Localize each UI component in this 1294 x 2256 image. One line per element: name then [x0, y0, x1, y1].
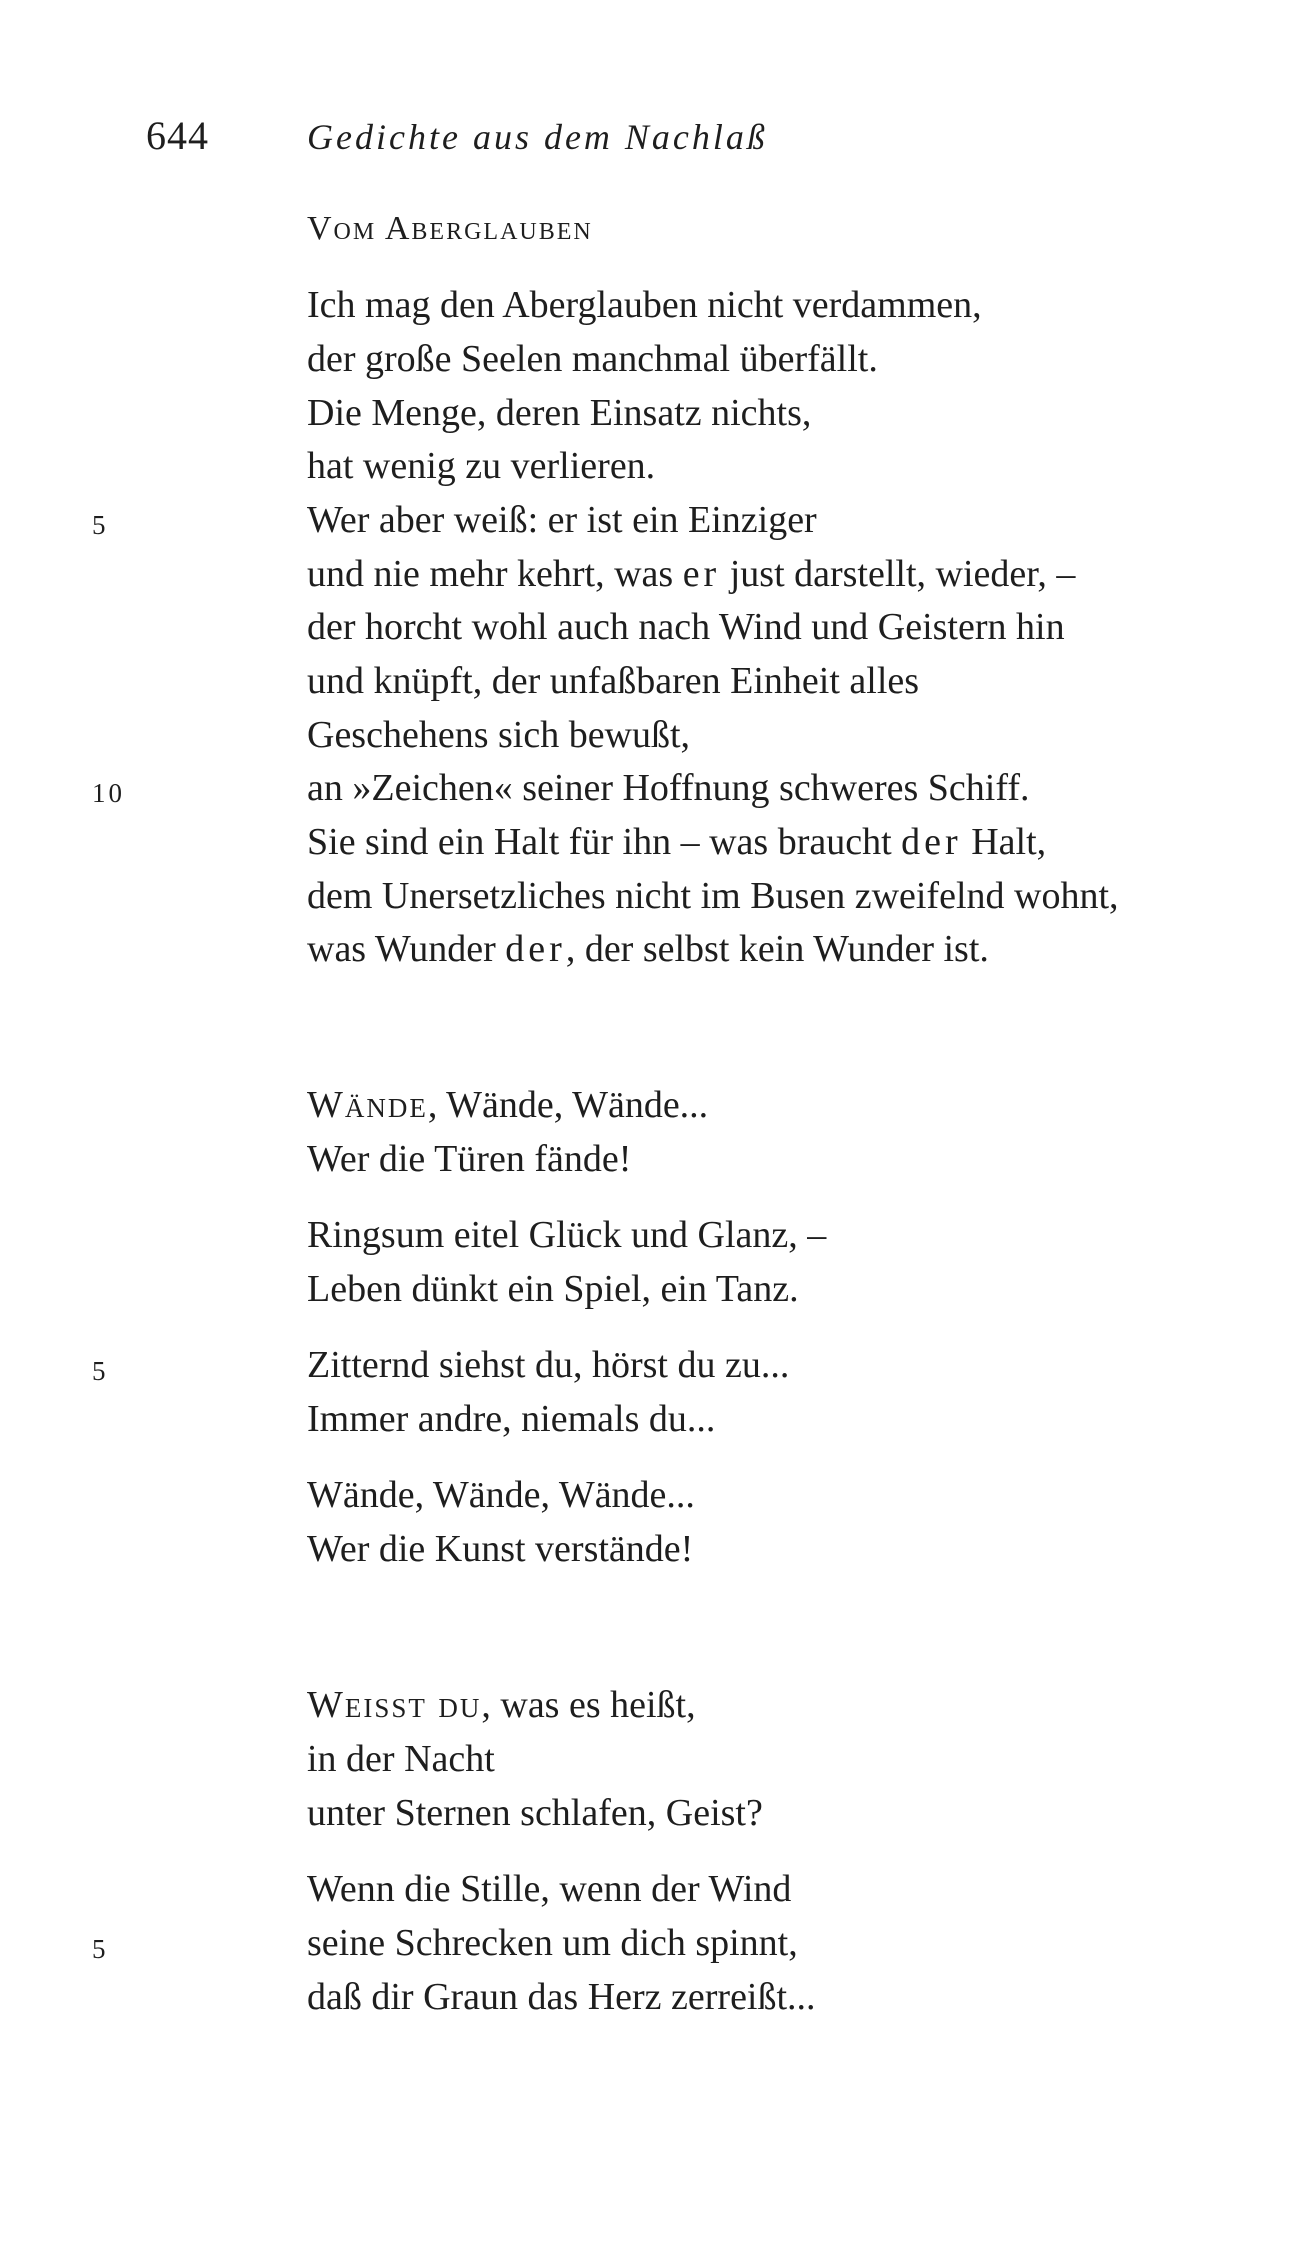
line-segment: just darstellt, wieder, – — [720, 553, 1076, 595]
poem-line: Leben dünkt ein Spiel, ein Tanz. — [307, 1268, 799, 1310]
line-number: 5 — [92, 1934, 109, 1964]
poem-line: Ich mag den Aberglauben nicht verdammen, — [307, 284, 982, 326]
poem-line: Zitternd siehst du, hörst du zu... — [307, 1344, 790, 1386]
poem-line: Wer aber weiß: er ist ein Einziger — [307, 499, 817, 541]
line-segment: , Wände, Wände... — [427, 1084, 709, 1126]
poem-line: Geschehens sich bewußt, — [307, 714, 691, 756]
poem-line: dem Unersetzliches nicht im Busen zweifelnd wohnt, — [307, 875, 1119, 917]
line-segment: und nie mehr kehrt, was — [307, 553, 683, 595]
poem-line — [307, 1686, 696, 1724]
poem-line: Die Menge, deren Einsatz nichts, — [307, 392, 812, 434]
running-head: Gedichte aus dem Nachlaß — [307, 117, 768, 157]
line-number: 10 — [92, 778, 125, 808]
line-number: 5 — [92, 510, 109, 540]
poem-incipit: Wände — [307, 1084, 428, 1126]
poem-line: hat wenig zu verlieren. — [307, 445, 656, 487]
poem-line: Wer die Türen fände! — [307, 1138, 632, 1180]
poem-line: Wer die Kunst verstände! — [307, 1528, 694, 1570]
poem-title: Vom Aberglauben — [307, 210, 593, 247]
poem-line: seine Schrecken um dich spinnt, — [307, 1922, 798, 1964]
line-segment: was Wunder — [307, 928, 506, 970]
line-number: 5 — [92, 1356, 109, 1386]
line-segment: , der selbst kein Wunder ist. — [565, 928, 989, 970]
poem-incipit: Weisst du — [307, 1684, 482, 1726]
poem-line: Wände, Wände, Wände... — [307, 1474, 695, 1516]
poem-line: Wenn die Stille, wenn der Wind — [307, 1868, 792, 1910]
poem-line — [307, 1086, 708, 1124]
poem-line: unter Sternen schlafen, Geist? — [307, 1792, 763, 1834]
page-number: 644 — [146, 113, 209, 158]
poem-line — [307, 823, 1046, 861]
poem-line: in der Nacht — [307, 1738, 495, 1780]
line-segment: , was es heißt, — [481, 1684, 696, 1726]
poem-line: Immer andre, niemals du... — [307, 1398, 716, 1440]
poem-line — [307, 555, 1075, 593]
emphasized-word: er — [682, 553, 721, 595]
poem-line: Ringsum eitel Glück und Glanz, – — [307, 1214, 827, 1256]
emphasized-word: der — [505, 928, 566, 970]
poem-line: daß dir Graun das Herz zerreißt... — [307, 1976, 816, 2018]
poem-line: und knüpft, der unfaßbaren Einheit alles — [307, 660, 920, 702]
line-segment: Halt, — [961, 821, 1047, 863]
poem-line: der große Seelen manchmal überfällt. — [307, 338, 878, 380]
poem-line: an »Zeichen« seiner Hoffnung schweres Schiff. — [307, 767, 1030, 809]
poem-line — [307, 930, 989, 968]
poem-line: der horcht wohl auch nach Wind und Geistern hin — [307, 606, 1065, 648]
line-segment: Sie sind ein Halt für ihn – was braucht — [307, 821, 902, 863]
emphasized-word: der — [901, 821, 962, 863]
